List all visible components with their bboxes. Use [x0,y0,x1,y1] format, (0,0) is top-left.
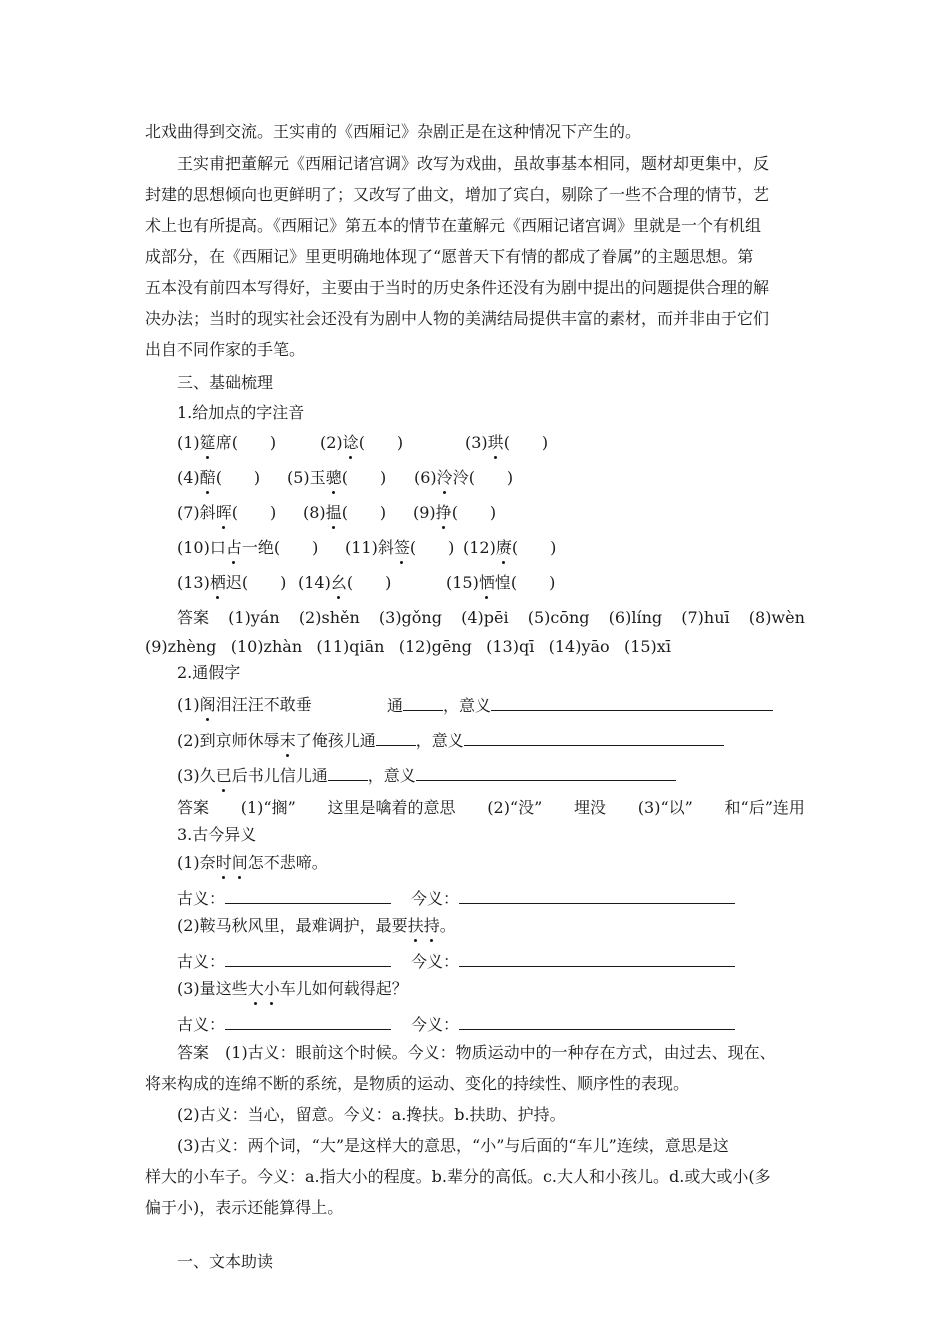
dotted-char: 阁 [199,695,216,714]
answer-item: (5)cōng [527,608,590,627]
intro-paragraph-line: 出自不同作家的手笔。 [145,340,306,359]
dotted-char: 赓 [495,538,512,557]
answer-blank [225,1013,391,1030]
pinyin-item: (4)醅( ) [177,468,261,487]
intro-paragraph-line: 术上也有所提高。《西厢记》第五本的情节在董解元《西厢记诸宫调》里就是一个有机组 [145,216,762,235]
dotted-char: 泠 [436,468,453,487]
answer-line: 将来构成的连绵不断的系统，是物质的运动、变化的持续性、顺序性的表现。 [145,1074,690,1093]
answer-item: (15)xī [623,637,671,656]
question-title: 2.通假字 [177,663,241,682]
dotted-char: 晖 [215,503,232,522]
dotted-char: 揾 [325,503,342,522]
dotted-char: 时 [215,853,232,872]
answer-item: (11)qiān [316,637,385,656]
intro-paragraph-line: 王实甫把董解元《西厢记诸宫调》改写为戏曲，虽故事基本相同，题材却更集中，反 [177,154,770,173]
answer-blank [328,764,368,781]
pinyin-item: (14)幺( ) [298,573,392,592]
pinyin-item: (9)挣( ) [413,503,497,522]
pinyin-item: (3)珙( ) [465,433,549,452]
gujin-item: (1)奈时间怎不悲啼。 [177,853,328,872]
dotted-char: 栖 [209,573,226,592]
answer-item: (12)gēng [398,637,472,656]
gujin-fill: 古义： 今义： [177,1013,735,1036]
dotted-char: 扶 [407,916,424,935]
dotted-char: 醅 [199,468,216,487]
intro-paragraph-line: 决办法；当时的现实社会还没有为剧中人物的美满结局提供丰富的素材，而并非由于它们 [145,309,770,328]
answer-line: 偏于小)，表示还能算得上。 [145,1198,344,1217]
answer-item: (2)shěn [298,608,360,627]
pinyin-item: (12)赓( ) [463,538,557,557]
dotted-char: 大 [247,979,264,998]
intro-line: 北戏曲得到交流。王实甫的《西厢记》杂剧正是在这种情况下产生的。 [145,122,642,141]
question-title: 1.给加点的字注音 [177,403,305,422]
pinyin-item: (15)恓惶( ) [446,573,556,592]
answer-label: 答案 [177,1043,210,1062]
answer-blank [459,1013,735,1030]
gujin-fill: 古义： 今义： [177,887,735,910]
pinyin-item: (8)揾( ) [303,503,387,522]
answer-label: 答案 [177,608,210,627]
dotted-char: 筵 [199,433,216,452]
section-heading: 三、基础梳理 [177,373,274,392]
answer-line: 答案 (1)古义：眼前这个时候。今义：物质运动中的一种存在方式，由过去、现在、 [177,1043,776,1062]
intro-paragraph-line: 成部分，在《西厢记》里更明确地体现了“愿普天下有情的都成了眷属”的主题思想。第 [145,247,754,266]
dotted-char [216,853,248,872]
pinyin-item: (10)口占一绝( ) [177,538,319,557]
tongjia-fill: 通 ，意义 [387,694,773,717]
dotted-char: 谂 [342,433,359,452]
pinyin-item: (6)泠泠( ) [414,468,514,487]
dotted-char: 占 [225,538,242,557]
pinyin-item: (7)斜晖( ) [177,503,277,522]
gujin-fill: 古义： 今义： [177,950,735,973]
answer-line: 答案 (1)“搁” 这里是噙着的意思 (2)“没” 埋没 (3)“以” 和“后”连用 [177,798,805,817]
dotted-char: 挣 [435,503,452,522]
pinyin-item: (11)斜签( ) [345,538,455,557]
answer-item: (8)wèn [748,608,805,627]
answer-blank [464,729,724,746]
pinyin-item: (2)谂( ) [320,433,404,452]
answer-blank [416,764,676,781]
answer-line [177,607,805,629]
answer-item: (7)huī [681,608,730,627]
answer-item: (6)líng [608,608,663,627]
tongjia-item: (2)到京师休辱末了俺孩儿通 ，意义 [177,729,724,752]
answer-blank [225,950,391,967]
dotted-char: 已 [215,766,232,785]
answer-blank [459,887,735,904]
answer-item: (4)pēi [461,608,509,627]
answer-line [145,636,671,658]
answer-line: 样大的小车子。今义：a.指大小的程度。b.辈分的高低。c.大人和小孩儿。d.或大或小(多 [145,1167,771,1186]
answer-blank [376,729,416,746]
dotted-char: 骢 [325,468,342,487]
section-heading: 一、文本助读 [177,1252,274,1271]
dotted-char: 珙 [487,433,504,452]
intro-paragraph-line: 五本没有前四本写得好，主要由于当时的历史条件还没有为剧中提出的问题提供合理的解 [145,278,770,297]
answer-blank [459,950,735,967]
dotted-char: 幺 [330,573,347,592]
dotted-char: 末 [279,731,296,750]
answer-item: (13)qī [486,637,535,656]
tongjia-item: (3)久已后书儿信儿通 ，意义 [177,764,676,787]
answer-item: (9)zhèng [145,637,217,656]
question-title: 3.古今异义 [177,825,257,844]
dotted-char [408,916,440,935]
dotted-char [248,979,280,998]
dotted-char: 小 [263,979,280,998]
answer-blank [403,694,443,711]
answer-label: 答案 [177,798,210,817]
answer-item: (1)yán [228,608,280,627]
answer-line: (3)古义：两个词，“大”是这样大的意思，“小”与后面的“车儿”连续，意思是这 [177,1136,729,1155]
answer-line: (2)古义：当心，留意。今义：a.搀扶。b.扶助、护持。 [177,1105,566,1124]
tongjia-item: (1)阁泪汪汪不敢垂 [177,695,312,714]
pinyin-item: (1)筵席( ) [177,433,277,452]
dotted-char: 恓 [478,573,495,592]
gujin-item: (2)鞍马秋风里，最难调护，最要扶持。 [177,916,456,935]
pinyin-item: (13)栖迟( ) [177,573,287,592]
dotted-char: 持 [423,916,440,935]
dotted-char: 间 [231,853,248,872]
pinyin-item: (5)玉骢( ) [287,468,387,487]
answer-blank [225,887,391,904]
answer-item: (14)yāo [548,637,610,656]
intro-paragraph-line: 封建的思想倾向也更鲜明了；又改写了曲文，增加了宾白，剔除了一些不合理的情节，艺 [145,185,770,204]
gujin-item: (3)量这些大小车儿如何载得起？ [177,979,408,998]
answer-item: (3)gǒng [378,608,442,627]
answer-blank [491,694,773,711]
dotted-char: 签 [393,538,410,557]
answer-item: (10)zhàn [230,637,303,656]
